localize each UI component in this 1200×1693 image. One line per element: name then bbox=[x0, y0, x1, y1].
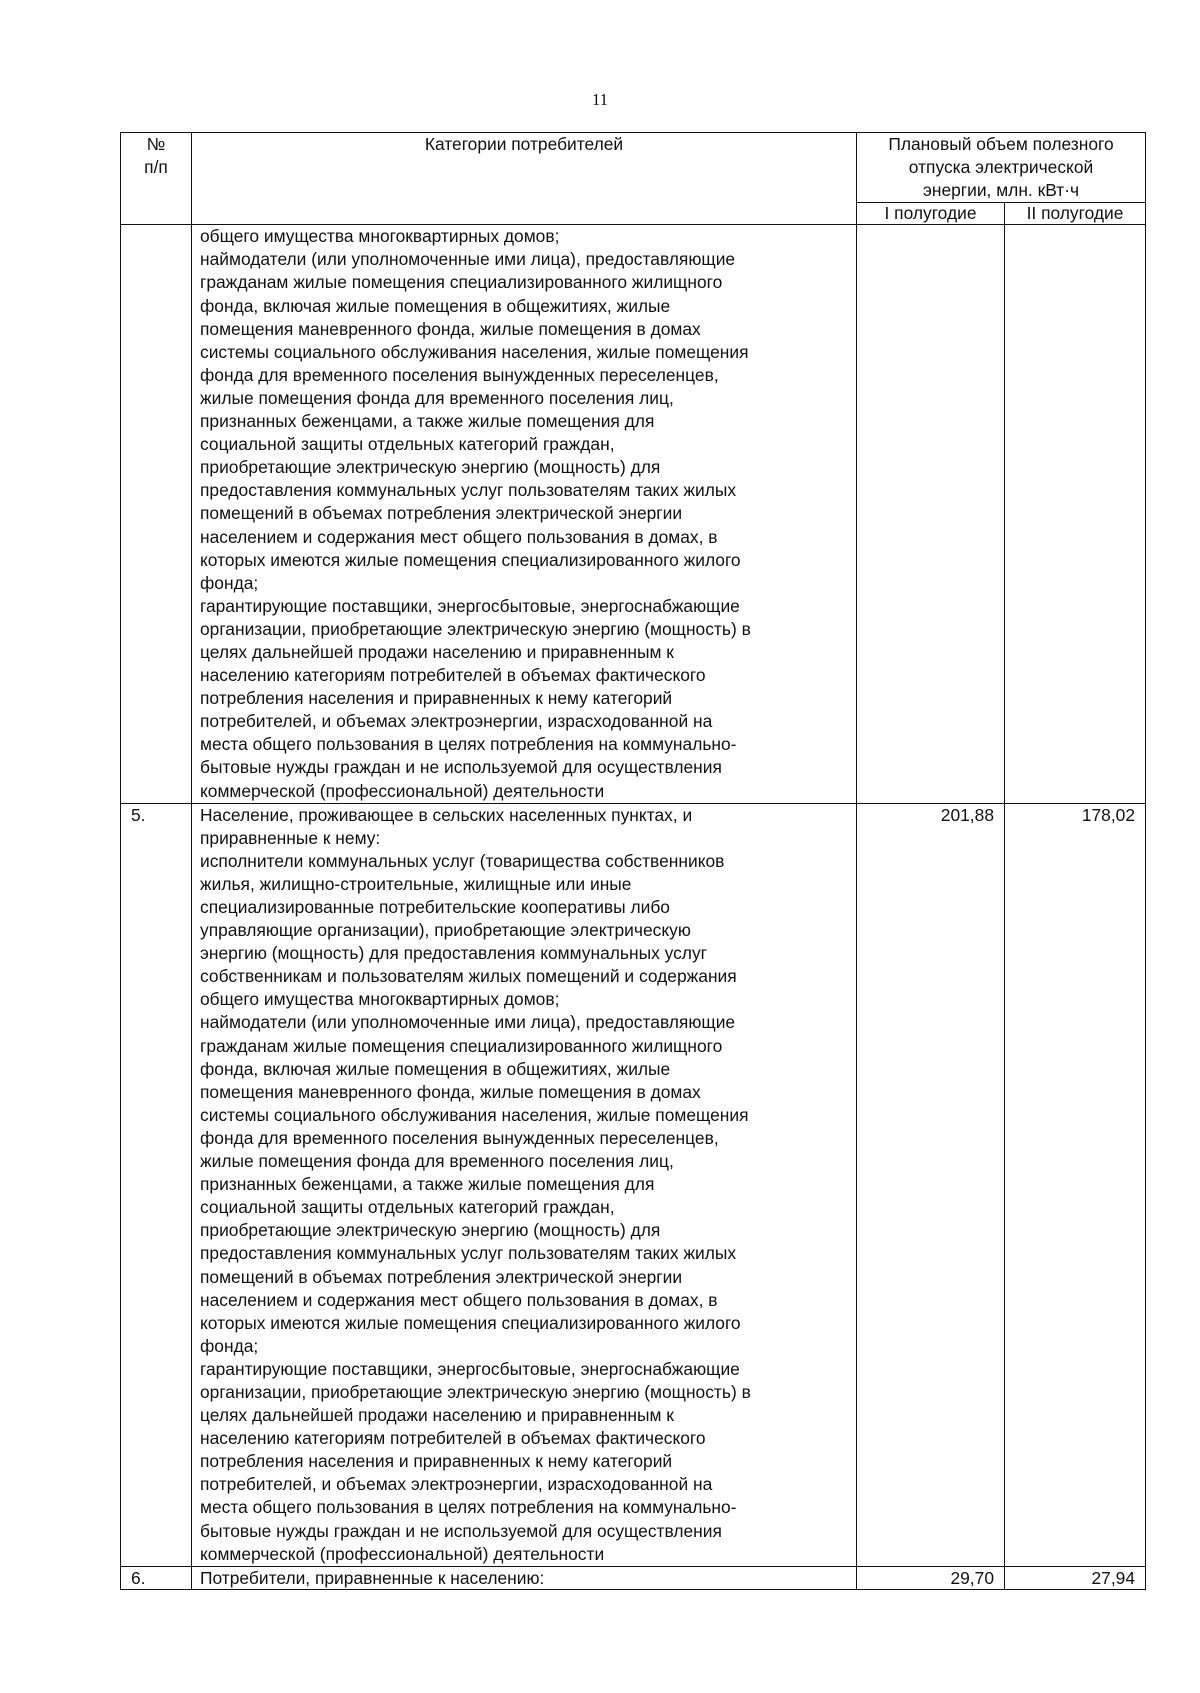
text-line: исполнители коммунальных услуг (товарищества собственников bbox=[200, 850, 725, 871]
text-line: потребителей, и объемах электроэнергии, израсходованной на bbox=[200, 711, 713, 732]
header-row bbox=[121, 133, 1146, 203]
row-category-text bbox=[192, 1566, 857, 1589]
text-line: специализированные потребительские кооперативы либо bbox=[200, 897, 670, 917]
page-number: 11 bbox=[591, 90, 609, 109]
text-line: бытовые нужды граждан и не используемой для осуществления bbox=[200, 1520, 722, 1541]
text-line: организации, приобретающие электрическую энергию (мощность) в bbox=[200, 1381, 751, 1402]
text-line: наймодатели (или уполномоченные ими лица), предоставляющие bbox=[200, 1012, 736, 1033]
text-line: управляющие организации), приобретающие электрическую bbox=[200, 920, 691, 941]
text-line: коммерческой (профессиональной) деятельности bbox=[200, 1543, 605, 1564]
text-line: социальной защиты отдельных категорий граждан, bbox=[200, 434, 615, 455]
text-line: которых имеются жилые помещения специализированного жилого bbox=[200, 549, 741, 570]
header-num bbox=[121, 133, 192, 225]
text-line: коммерческой (профессиональной) деятельности bbox=[200, 780, 605, 801]
text-line: энергию (мощность) для предоставления коммунальных услуг bbox=[200, 943, 707, 964]
header-half2: II полугодие bbox=[1005, 203, 1146, 225]
text-line: признанных беженцами, а также жилые помещения для bbox=[200, 1174, 655, 1195]
text-line: бытовые нужды граждан и не используемой для осуществления bbox=[200, 757, 722, 778]
text-line: наймодатели (или уполномоченные ими лица), предоставляющие bbox=[200, 249, 736, 270]
text-line: помещений в объемах потребления электрической энергии bbox=[200, 503, 683, 524]
text-line: которых имеются жилые помещения специализированного жилого bbox=[200, 1312, 741, 1333]
text-line: помещений в объемах потребления электрической энергии bbox=[200, 1266, 683, 1287]
text-line: потребления населения и приравненных к нему категорий bbox=[200, 1451, 673, 1472]
text-line: населению категориям потребителей в объемах фактического bbox=[200, 1428, 706, 1449]
text-line: энергии, млн. кВт·ч bbox=[922, 180, 1080, 201]
header-volume bbox=[857, 133, 1146, 203]
text-line: фонда; bbox=[200, 1335, 259, 1356]
text-line: потребителей, и объемах электроэнергии, израсходованной на bbox=[200, 1474, 713, 1495]
text-line: п/п bbox=[144, 157, 168, 178]
text-line: гарантирующие поставщики, энергосбытовые, энергоснабжающие bbox=[200, 1358, 740, 1379]
text-line: населением и содержания мест общего пользования в домах, в bbox=[200, 526, 718, 547]
header-category: Категории потребителей bbox=[192, 133, 857, 225]
table-row bbox=[121, 225, 1146, 803]
text-line: собственникам и пользователям жилых помещений и содержания bbox=[200, 966, 737, 987]
text-line: места общего пользования в целях потребления на коммунально- bbox=[200, 1497, 737, 1518]
text-line: социальной защиты отдельных категорий граждан, bbox=[200, 1197, 615, 1218]
row-half1-value: 29,70 bbox=[857, 1566, 1005, 1589]
text-line: фонда, включая жилые помещения в общежитиях, жилые bbox=[200, 1058, 671, 1079]
text-line: приравненные к нему: bbox=[200, 827, 381, 848]
text-line: гарантирующие поставщики, энергосбытовые, энергоснабжающие bbox=[200, 595, 740, 616]
text-line: Потребители, приравненные к населению: bbox=[200, 1567, 545, 1588]
row-num: 5. bbox=[121, 803, 192, 1566]
text-line: системы социального обслуживания населения, жилые помещения bbox=[200, 341, 749, 362]
text-line: фонда, включая жилые помещения в общежитиях, жилые bbox=[200, 295, 671, 316]
text-line: целях дальнейшей продажи населению и приравненным к bbox=[200, 1405, 674, 1426]
header-half1: I полугодие bbox=[857, 203, 1005, 225]
text-line: потребления населения и приравненных к нему категорий bbox=[200, 688, 673, 709]
row-half1-value: 201,88 bbox=[857, 803, 1005, 1566]
row-half2-value: 27,94 bbox=[1005, 1566, 1146, 1589]
text-line: жилые помещения фонда для временного поселения лиц, bbox=[200, 387, 674, 408]
text-line: гражданам жилые помещения специализированного жилищного bbox=[200, 1035, 723, 1056]
tariff-volume-table bbox=[120, 132, 1146, 1590]
row-category-text bbox=[192, 225, 857, 803]
text-line: фонда для временного поселения вынужденных переселенцев, bbox=[200, 364, 719, 385]
text-line: места общего пользования в целях потребления на коммунально- bbox=[200, 734, 737, 755]
text-line: предоставления коммунальных услуг пользователям таких жилых bbox=[200, 1243, 737, 1264]
row-half2-value: 178,02 bbox=[1005, 803, 1146, 1566]
text-line: жилые помещения фонда для временного поселения лиц, bbox=[200, 1151, 674, 1172]
text-line: населением и содержания мест общего пользования в домах, в bbox=[200, 1289, 718, 1310]
text-line: населению категориям потребителей в объемах фактического bbox=[200, 665, 706, 686]
text-line: целях дальнейшей продажи населению и приравненным к bbox=[200, 641, 674, 662]
table-row bbox=[121, 803, 1146, 1566]
text-line: признанных беженцами, а также жилые помещения для bbox=[200, 411, 655, 432]
text-line: № bbox=[146, 134, 166, 154]
text-line: общего имущества многоквартирных домов; bbox=[200, 226, 560, 247]
text-line: помещения маневренного фонда, жилые помещения в домах bbox=[200, 318, 701, 339]
text-line: общего имущества многоквартирных домов; bbox=[200, 989, 560, 1010]
row-half2-value bbox=[1005, 225, 1146, 803]
text-line: помещения маневренного фонда, жилые помещения в домах bbox=[200, 1081, 701, 1102]
row-num bbox=[121, 225, 192, 803]
text-line: жилья, жилищно-строительные, жилищные или иные bbox=[200, 873, 632, 894]
text-line: фонда; bbox=[200, 572, 259, 593]
text-line: предоставления коммунальных услуг пользователям таких жилых bbox=[200, 480, 737, 501]
text-line: Плановый объем полезного bbox=[888, 134, 1114, 154]
text-line: гражданам жилые помещения специализированного жилищного bbox=[200, 272, 723, 293]
row-category-text bbox=[192, 803, 857, 1566]
text-line: организации, приобретающие электрическую энергию (мощность) в bbox=[200, 618, 751, 639]
text-line: приобретающие электрическую энергию (мощность) для bbox=[200, 457, 661, 478]
row-num: 6. bbox=[121, 1566, 192, 1589]
text-line: фонда для временного поселения вынужденных переселенцев, bbox=[200, 1127, 719, 1148]
text-line: приобретающие электрическую энергию (мощность) для bbox=[200, 1220, 661, 1241]
text-line: отпуска электрической bbox=[908, 157, 1094, 178]
text-line: системы социального обслуживания населения, жилые помещения bbox=[200, 1104, 749, 1125]
row-half1-value bbox=[857, 225, 1005, 803]
table-row bbox=[121, 1566, 1146, 1589]
text-line: Население, проживающее в сельских населенных пунктах, и bbox=[200, 804, 693, 825]
